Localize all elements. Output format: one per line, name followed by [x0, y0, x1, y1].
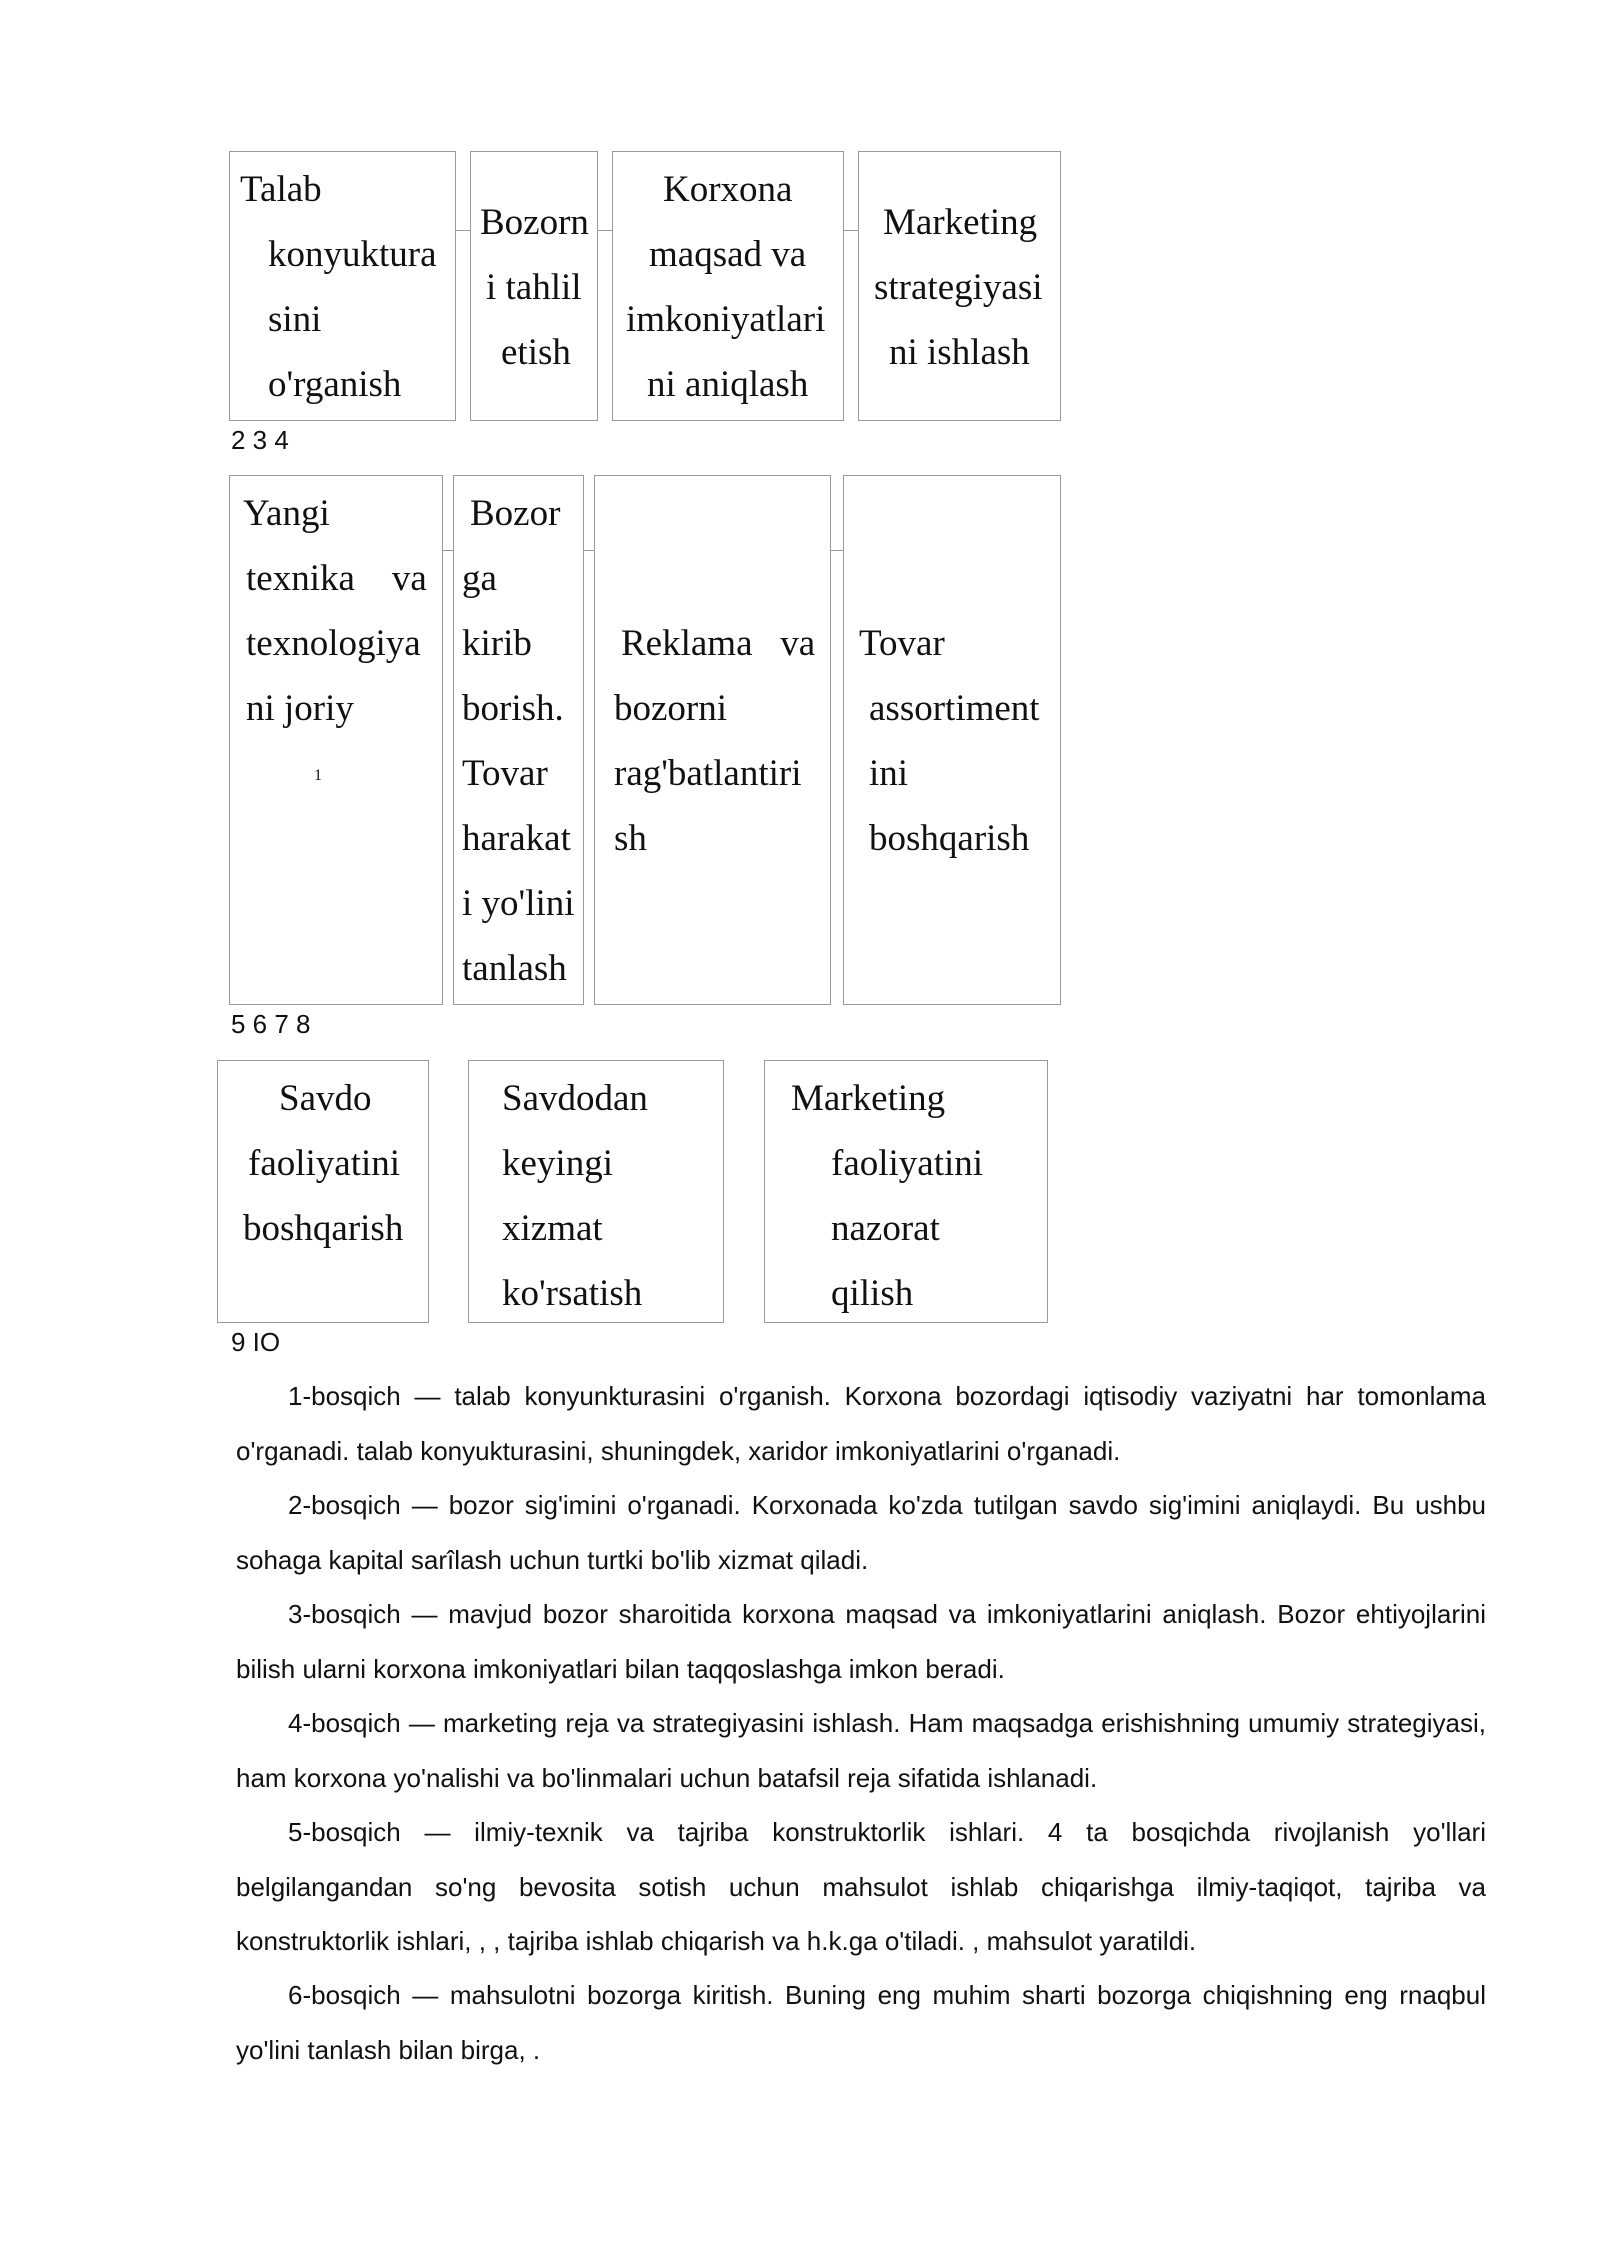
box-line: o'rganish — [268, 364, 402, 405]
box-line: rag'batlantiri — [614, 753, 802, 794]
stage-box-8 — [843, 475, 1061, 1005]
paragraph-stage-3 — [236, 1587, 1486, 1696]
paragraph-stage-1 — [236, 1369, 1486, 1478]
box-line: assortiment — [869, 688, 1040, 729]
box-line: Tovar — [859, 623, 945, 664]
connector-tab — [456, 230, 470, 241]
paragraph-text: 2-bosqich — bozor sig'imini o'rganadi. Korxonada ko'zda tutilgan savdo sig'imini aniqlaydi. Bu ushbu sohaga kapital sarîlash uchun turtki bo'lib xizmat qiladi. — [236, 1490, 1486, 1575]
box-line: sh — [614, 818, 647, 859]
stage-box-2 — [470, 151, 598, 421]
box-line: ni ishlash — [889, 332, 1030, 373]
box-numbers: 2 3 4 — [231, 425, 289, 455]
paragraph-text: 1-bosqich — talab konyunkturasini o'rganish. Korxona bozordagi iqtisodiy vaziyatni har tomonlama o'rganadi. talab konyukturasini, shuningdek, xaridor imkoniyatlarini o'rganadi. — [236, 1381, 1486, 1466]
stage-box-3 — [612, 151, 844, 421]
paragraph-text: 6-bosqich — mahsulotni bozorga kiritish. Buning eng muhim sharti bozorga chiqishning eng rnaqbul yo'lini tanlash bilan birga, . — [236, 1980, 1486, 2065]
box-line: xizmat — [502, 1208, 603, 1249]
paragraph-stage-4 — [236, 1696, 1486, 1805]
box-line: sini — [268, 299, 322, 340]
box-line: Tovar — [462, 753, 548, 794]
box-line: etish — [501, 332, 571, 373]
stage-box-6 — [453, 475, 584, 1005]
stage-box-11 — [764, 1060, 1048, 1323]
box-line: ini — [869, 753, 909, 794]
box-numbers: 5 6 7 8 — [231, 1009, 311, 1039]
paragraph-stage-5 — [236, 1805, 1486, 1969]
box-line: konyuktura — [268, 234, 437, 275]
box-line: faoliyatini — [831, 1143, 984, 1184]
box-line: i tahlil — [486, 267, 582, 308]
box-line: boshqarish — [243, 1208, 404, 1249]
box-line: boshqarish — [869, 818, 1030, 859]
small-mark: 1 — [314, 767, 322, 784]
box-line: strategiyasi — [874, 267, 1043, 308]
box-line: Talab — [240, 169, 322, 210]
box-line: ni joriy — [246, 688, 354, 729]
box-line: ga — [462, 558, 497, 599]
connector-tab — [844, 230, 858, 241]
stage-box-1 — [229, 151, 456, 421]
box-line: Marketing — [883, 202, 1038, 243]
box-line: ko'rsatish — [502, 1273, 643, 1314]
stage-box-7 — [594, 475, 831, 1005]
box-line: bozorni — [614, 688, 728, 729]
stage-box-9 — [217, 1060, 429, 1323]
box-line: Savdo — [279, 1078, 372, 1119]
connector-tab — [443, 550, 453, 561]
box-line: keyingi — [502, 1143, 613, 1184]
connector-tab — [598, 230, 612, 241]
paragraph-text: 4-bosqich — marketing reja va strategiyasini ishlash. Ham maqsadga erishishning umumiy strategiyasi, ham korxona yo'nalishi va bo'linmalari uchun batafsil reja sifatida ishlanadi. — [236, 1708, 1486, 1793]
box-line: nazorat — [831, 1208, 940, 1249]
box-line: Bozor — [470, 493, 561, 534]
connector-tab — [831, 550, 843, 561]
box-line: Marketing — [791, 1078, 946, 1119]
box-line: maqsad va — [649, 234, 807, 275]
box-line: ni aniqlash — [647, 364, 809, 405]
box-line: imkoniyatlari — [626, 299, 826, 340]
box-line: tanlash — [462, 948, 567, 989]
paragraph-text: 5-bosqich — ilmiy-texnik va tajriba konstruktorlik ishlari. 4 ta bosqichda rivojlanish yo'llari belgilangandan so'ng bevosita sotish uchun mahsulot ishlab chiqarishga ilmiy-taqiqot, tajriba va konstruktorlik ishlari, , , tajriba ishlab chiqarish va h.k.ga o'tiladi. , mahsulot yaratildi. — [236, 1817, 1486, 1956]
box-line: Bozorn — [480, 202, 589, 243]
box-line: qilish — [831, 1273, 914, 1314]
stage-box-10 — [468, 1060, 724, 1323]
box-line: borish. — [462, 688, 564, 729]
box-line: Korxona — [663, 169, 793, 210]
paragraph-stage-2 — [236, 1478, 1486, 1587]
paragraph-text: 3-bosqich — mavjud bozor sharoitida korxona maqsad va imkoniyatlarini aniqlash. Bozor ehtiyojlarini bilish ularni korxona imkoniyatlari bilan taqqoslashga imkon beradi. — [236, 1599, 1486, 1684]
stage-box-4 — [858, 151, 1061, 421]
box-line: texnika va — [246, 558, 427, 599]
box-line: texnologiya — [246, 623, 421, 664]
box-line: faoliyatini — [248, 1143, 401, 1184]
box-line: Yangi — [243, 493, 330, 534]
connector-tab — [584, 550, 594, 561]
stage-box-5 — [229, 475, 443, 1005]
box-line: i yo'lini — [462, 883, 575, 924]
paragraph-stage-6 — [236, 1968, 1486, 2077]
box-line: Reklama va — [621, 623, 816, 664]
box-line: Savdodan — [502, 1078, 648, 1119]
box-numbers: 9 IO — [231, 1327, 281, 1357]
box-line: harakat — [462, 818, 571, 859]
box-line: kirib — [462, 623, 532, 664]
